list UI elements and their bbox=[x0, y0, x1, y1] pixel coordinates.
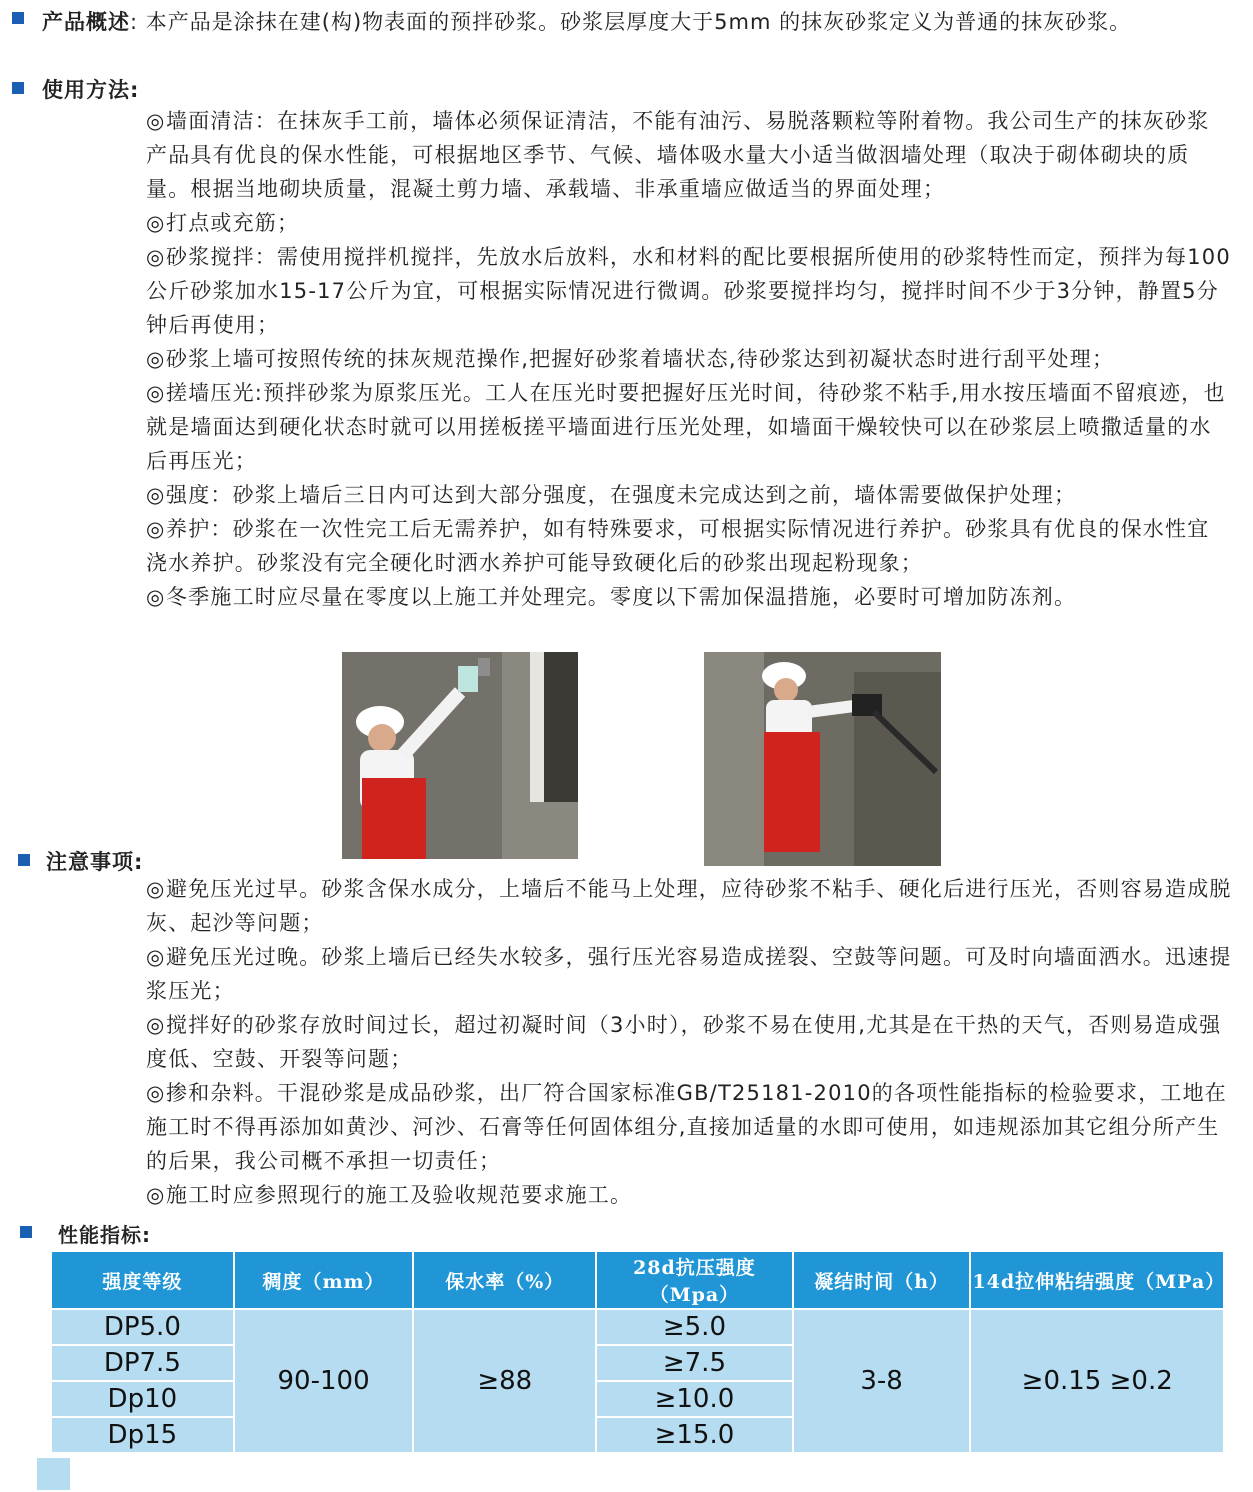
usage-item bbox=[146, 478, 1231, 512]
notes-title: 注意事项 bbox=[46, 850, 134, 874]
item-mark-icon: ◎ bbox=[146, 245, 166, 269]
worker-plastering-photo-left bbox=[342, 652, 578, 859]
notes-item-text: 避免压光过晚。砂浆上墙后已经失水较多，强行压光容易造成搓裂、空鼓等问题。可及时向墙面洒水。迅速提浆压光； bbox=[146, 945, 1232, 1003]
setting-time-cell: 3-8 bbox=[793, 1309, 971, 1453]
grade-cell: DP7.5 bbox=[51, 1345, 234, 1381]
usage-list bbox=[146, 104, 1231, 614]
usage-colon: : bbox=[130, 78, 140, 102]
item-mark-icon: ◎ bbox=[146, 1183, 166, 1207]
worker-plastering-photo-right bbox=[704, 652, 941, 866]
notes-item bbox=[146, 1076, 1238, 1178]
header-grade: 强度等级 bbox=[51, 1251, 234, 1309]
overview-text: 本产品是涂抹在建(构)物表面的预拌砂浆。砂浆层厚度大于5mm 的抹灰砂浆定义为普通的抹灰砂浆。 bbox=[145, 10, 1132, 34]
usage-item bbox=[146, 512, 1231, 580]
header-compressive: 28d抗压强度（Mpa） bbox=[596, 1251, 793, 1309]
notes-item bbox=[146, 1008, 1238, 1076]
notes-item bbox=[146, 872, 1238, 940]
item-mark-icon: ◎ bbox=[146, 211, 166, 235]
usage-item bbox=[146, 580, 1231, 614]
header-setting-time: 凝结时间（h） bbox=[793, 1251, 971, 1309]
notes-item-text: 搅拌好的砂浆存放时间过长，超过初凝时间（3小时），砂浆不易在使用,尤其是在干热的天气，否则易造成强度低、空鼓、开裂等问题； bbox=[146, 1013, 1222, 1071]
notes-item bbox=[146, 940, 1238, 1008]
grade-cell: DP5.0 bbox=[51, 1309, 234, 1345]
item-mark-icon: ◎ bbox=[146, 877, 166, 901]
header-water-retention: 保水率（%） bbox=[413, 1251, 596, 1309]
table-row bbox=[51, 1309, 1224, 1345]
usage-item-text: 墙面清洁：在抹灰手工前，墙体必须保证清洁，不能有油污、易脱落颗粒等附着物。我公司生产的抹灰砂浆产品具有优良的保水性能，可根据地区季节、气候、墙体吸水量大小适当做洇墙处理（取决于砌体砌块的质量。根据当地砌块质量，混凝土剪力墙、承载墙、非承重墙应做适当的界面处理； bbox=[146, 109, 1210, 201]
grade-cell: Dp15 bbox=[51, 1417, 234, 1453]
usage-item-text: 搓墙压光:预拌砂浆为原浆压光。工人在压光时要把握好压光时间，待砂浆不粘手,用水按压墙面不留痕迹，也就是墙面达到硬化状态时就可以用搓板搓平墙面进行压光处理，如墙面干燥较快可以在砂浆层上喷撒适量的水后再压光； bbox=[146, 381, 1226, 473]
overview-colon: : bbox=[130, 10, 139, 34]
performance-title-wrap bbox=[58, 1219, 151, 1248]
overview-title: 产品概述 bbox=[42, 10, 130, 34]
compressive-cell: ≥7.5 bbox=[596, 1345, 793, 1381]
item-mark-icon: ◎ bbox=[146, 381, 166, 405]
notes-item-text: 避免压光过早。砂浆含保水成分，上墙后不能马上处理，应待砂浆不粘手、硬化后进行压光，否则容易造成脱灰、起沙等问题； bbox=[146, 877, 1232, 935]
worker-left-illustration bbox=[342, 652, 578, 859]
usage-item-text: 强度：砂浆上墙后三日内可达到大部分强度，在强度未完成达到之前，墙体需要做保护处理； bbox=[166, 483, 1077, 507]
usage-item bbox=[146, 206, 1231, 240]
notes-list bbox=[146, 872, 1238, 1212]
performance-bullet-icon bbox=[20, 1226, 32, 1238]
worker-right-illustration bbox=[704, 652, 941, 866]
usage-item-text: 砂浆上墙可按照传统的抹灰规范操作,把握好砂浆着墙状态,待砂浆达到初凝状态时进行刮平处理； bbox=[166, 347, 1115, 371]
compressive-cell: ≥10.0 bbox=[596, 1381, 793, 1417]
consistency-cell: 90-100 bbox=[234, 1309, 414, 1453]
item-mark-icon: ◎ bbox=[146, 1013, 166, 1037]
notes-title-wrap bbox=[46, 846, 143, 876]
usage-title-wrap bbox=[42, 74, 139, 104]
header-consistency: 稠度（mm） bbox=[234, 1251, 414, 1309]
usage-item-text: 打点或充筋； bbox=[166, 211, 300, 235]
usage-item bbox=[146, 376, 1231, 478]
notes-item-text: 施工时应参照现行的施工及验收规范要求施工。 bbox=[166, 1183, 633, 1207]
item-mark-icon: ◎ bbox=[146, 1081, 166, 1105]
usage-item bbox=[146, 342, 1231, 376]
notes-colon: : bbox=[134, 850, 144, 874]
item-mark-icon: ◎ bbox=[146, 347, 166, 371]
notes-bullet-icon bbox=[18, 854, 30, 866]
header-bond-strength: 14d拉伸粘结强度（MPa） bbox=[970, 1251, 1224, 1309]
notes-item-text: 掺和杂料。干混砂浆是成品砂浆，出厂符合国家标准GB/T25181-2010的各项性能指标的检验要求，工地在施工时不得再添加如黄沙、河沙、石膏等任何固体组分,直接加适量的水即可使用，如违规添加其它组分所产生的后果，我公司概不承担一切责任； bbox=[146, 1081, 1228, 1173]
footer-decoration bbox=[37, 1458, 70, 1490]
item-mark-icon: ◎ bbox=[146, 109, 166, 133]
compressive-cell: ≥15.0 bbox=[596, 1417, 793, 1453]
overview-bullet-icon bbox=[12, 12, 24, 24]
usage-title: 使用方法 bbox=[42, 78, 130, 102]
usage-item-text: 养护：砂浆在一次性完工后无需养护，如有特殊要求，可根据实际情况进行养护。砂浆具有优良的保水性宜浇水养护。砂浆没有完全硬化时洒水养护可能导致硬化后的砂浆出现起粉现象； bbox=[146, 517, 1210, 575]
item-mark-icon: ◎ bbox=[146, 483, 166, 507]
water-retention-cell: ≥88 bbox=[413, 1309, 596, 1453]
bond-strength-cell: ≥0.15 ≥0.2 bbox=[970, 1309, 1224, 1453]
performance-colon: : bbox=[142, 1223, 151, 1247]
usage-item-text: 冬季施工时应尽量在零度以上施工并处理完。零度以下需加保温措施，必要时可增加防冻剂。 bbox=[166, 585, 1077, 609]
usage-item bbox=[146, 240, 1231, 342]
notes-item bbox=[146, 1178, 1238, 1212]
table-header-row bbox=[51, 1251, 1224, 1309]
item-mark-icon: ◎ bbox=[146, 517, 166, 541]
performance-table bbox=[50, 1250, 1225, 1454]
overview-section bbox=[42, 6, 1131, 36]
usage-item bbox=[146, 104, 1231, 206]
item-mark-icon: ◎ bbox=[146, 945, 166, 969]
usage-bullet-icon bbox=[12, 82, 24, 94]
item-mark-icon: ◎ bbox=[146, 585, 166, 609]
usage-item-text: 砂浆搅拌：需使用搅拌机搅拌，先放水后放料，水和材料的配比要根据所使用的砂浆特性而定，预拌为每100公斤砂浆加水15-17公斤为宜，可根据实际情况进行微调。砂浆要搅拌均匀，搅拌时间不少于3分钟，静置5分钟后再使用； bbox=[146, 245, 1231, 337]
performance-title: 性能指标 bbox=[58, 1223, 142, 1247]
grade-cell: Dp10 bbox=[51, 1381, 234, 1417]
compressive-cell: ≥5.0 bbox=[596, 1309, 793, 1345]
